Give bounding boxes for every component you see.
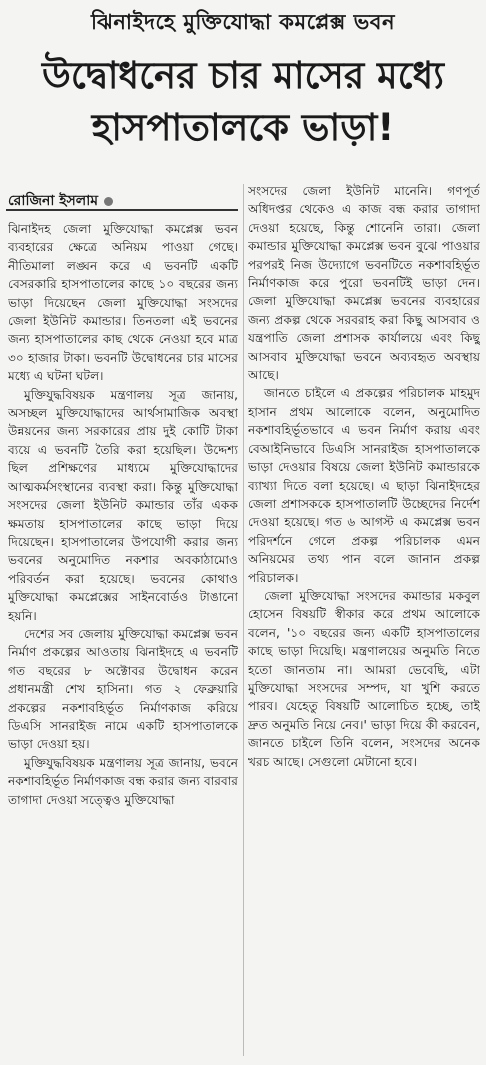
article-column-1	[8, 220, 238, 1060]
main-headline	[0, 50, 486, 154]
byline-rule	[6, 209, 238, 211]
paragraph: সংসদের জেলা ইউনিট মানেনি। গণপূর্ত অধিদপ্তর থেকেও এ কাজ বন্ধ করার তাগাদা দেওয়া হয়েছে, কিন্তু শোনেনি তারা। জেলা কমান্ডার মুক্তিযোদ্ধা কমপ্লেক্স ভবন বুঝে পাওয়ার পরপরই নিজ উদ্যোগে ভবনটিতে নকশাবহির্ভূত নির্মাণকাজ করে পুরো ভবনটিই ভাড়া দেন। জেলা মুক্তিযোদ্ধা কমপ্লেক্স ভবনের ব্যবহারের জন্য প্রকল্প থেকে সরবরাহ করা কিছু আসবাব ও যন্ত্রপাতি জেলা প্রশাসক কার্যালয়ে এবং কিছু আসবাব মুক্তিযোদ্ধা ভবনে অব্যবহৃত অবস্থায় আছে।	[248, 184, 480, 383]
paragraph: জানতে চাইলে এ প্রকল্পের পরিচালক মাহমুদ হাসান প্রথম আলোকে বলেন, অনুমোদিত নকশাবহির্ভূতভাবে এ ভবন নির্মাণ করায় এবং বেআইনিভাবে ডিএসি সানরাইজ হাসপাতালকে ভাড়া দেওয়ার বিষয়ে জেলা ইউনিট কমান্ডারকে ব্যাখ্যা দিতে বলা হয়েছে। এ ছাড়া ঝিনাইদহের জেলা প্রশাসককে হাসপাতালটি উচ্ছেদের নির্দেশ দেওয়া হয়েছে। গত ৬ আগস্ট এ কমপ্লেক্স ভবন পরিদর্শনে গেলে প্রকল্প পরিচালক এমন অনিয়মের তথ্য পান বলে জানান প্রকল্প পরিচালক।	[248, 386, 480, 585]
bullet-icon	[104, 197, 113, 206]
paragraph: মুক্তিযুদ্ধবিষয়ক মন্ত্রণালয় সূত্র জানায়, ভবনে নকশাবহির্ভূত নির্মাণকাজ বন্ধ করার জন্য বারবার তাগাদা দেওয়া সত্ত্বেও মুক্তিযোদ্ধা	[8, 755, 238, 807]
headline-line-1: উদ্বোধনের চার মাসের মধ্যে	[42, 54, 444, 97]
paragraph: জেলা মুক্তিযোদ্ধা সংসদের কমান্ডার মকবুল হোসেন বিষয়টি স্বীকার করে প্রথম আলোকে বলেন, '১০ বছরের জন্য একটি হাসপাতালের কাছে ভাড়া দিয়েছি। মন্ত্রণালয়ের অনুমতি নিতে হতো জানতাম না। আমরা ভেবেছি, এটা মুক্তিযোদ্ধা সংসদের সম্পদ, যা খুশি করতে পারব। যেহেতু বিষয়টি আলোচিত হচ্ছে, তাই দ্রুত অনুমতি নিয়ে নেব।' ভাড়া দিয়ে কী করবেন, জানতে চাইলে তিনি বলেন, সংসদের অনেক খরচ আছে। সেগুলো মেটানো হবে।	[248, 588, 480, 769]
headline-line-2: হাসপাতালকে ভাড়া!	[91, 106, 395, 149]
article-column-2	[248, 182, 480, 1060]
paragraph: ঝিনাইদহ জেলা মুক্তিযোদ্ধা কমপ্লেক্স ভবন ব্যবহারের ক্ষেত্রে অনিয়ম পাওয়া গেছে। নীতিমালা লঙ্ঘন করে এ ভবনটি একটি বেসরকারি হাসপাতালের কাছে ১০ বছরের জন্য ভাড়া দিয়েছেন জেলা মুক্তিযোদ্ধা সংসদের জেলা ইউনিট কমান্ডার। তিনতলা এই ভবনের জন্য হাসপাতালের কাছ থেকে নেওয়া হবে মাত্র ৩০ হাজার টাকা। ভবনটি উদ্বোধনের চার মাসের মধ্যে এ ঘটনা ঘটল।	[8, 222, 238, 384]
paragraph: মুক্তিযুদ্ধবিষয়ক মন্ত্রণালয় সূত্র জানায়, অসচ্ছল মুক্তিযোদ্ধাদের আর্থসামাজিক অবস্থা উন্নয়নের জন্য সরকারের প্রায় দুই কোটি টাকা ব্যয়ে এ ভবনটি তৈরি করা হয়েছিল। উদ্দেশ্য ছিল প্রশিক্ষণের মাধ্যমে মুক্তিযোদ্ধাদের আত্মকর্মসংস্থানের ব্যবস্থা করা। কিন্তু মুক্তিযোদ্ধা সংসদের জেলা ইউনিট কমান্ডার তাঁর একক ক্ষমতায় হাসপাতালের কাছে ভাড়া দিয়ে দিয়েছেন। হাসপাতালের উপযোগী করার জন্য ভবনের অনুমোদিত নকশার অবকাঠামোও পরিবর্তন করা হয়েছে। ভবনের কোথাও মুক্তিযোদ্ধা কমপ্লেক্সের সাইনবোর্ডও টাঙানো হয়নি।	[8, 387, 238, 623]
author-name: রোজিনা ইসলাম	[8, 193, 99, 209]
paragraph: দেশের সব জেলায় মুক্তিযোদ্ধা কমপ্লেক্স ভবন নির্মাণ প্রকল্পের আওতায় ঝিনাইদহে এ ভবনটি গত বছরের ৮ অক্টোবর উদ্বোধন করেন প্রধানমন্ত্রী শেখ হাসিনা। গত ২ ফেব্রুয়ারি প্রকল্পের নকশাবহির্ভূত নির্মাণকাজ করিয়ে ডিএসি সানরাইজ নামে একটি হাসপাতালকে ভাড়া দেওয়া হয়।	[8, 626, 238, 752]
kicker-headline: ঝিনাইদহে মুক্তিযোদ্ধা কমপ্লেক্স ভবন	[91, 10, 395, 34]
column-divider	[243, 184, 244, 1056]
